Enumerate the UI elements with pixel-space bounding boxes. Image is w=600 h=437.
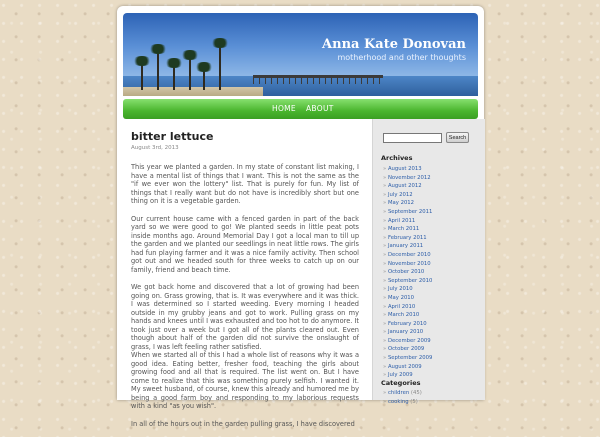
beach-image <box>123 87 263 96</box>
palm-tree-icon <box>219 44 221 90</box>
archive-link[interactable]: » July 2009 <box>383 371 432 380</box>
archive-link[interactable]: » November 2012 <box>383 174 432 183</box>
site-tagline: motherhood and other thoughts <box>337 53 466 62</box>
category-name[interactable]: cooking <box>387 398 409 405</box>
palm-tree-icon <box>189 56 191 90</box>
palm-tree-icon <box>173 64 175 90</box>
archive-link[interactable]: » April 2011 <box>383 217 432 226</box>
post-paragraph: In all of the hours out in the garden pulling grass, I have discovered <box>131 419 355 428</box>
main-nav <box>123 99 478 119</box>
archive-link[interactable]: » December 2009 <box>383 337 432 346</box>
category-link[interactable] <box>383 389 422 398</box>
search-button[interactable]: Search <box>446 132 469 143</box>
post-title[interactable]: bitter lettuce <box>131 130 214 143</box>
archive-link[interactable]: » October 2010 <box>383 268 432 277</box>
blog-post <box>131 130 359 437</box>
archive-link[interactable]: » September 2010 <box>383 277 432 286</box>
archives-heading: Archives <box>381 154 413 162</box>
nav-about-link[interactable]: ABOUT <box>306 104 334 113</box>
archive-link[interactable]: » January 2011 <box>383 242 432 251</box>
archive-link[interactable]: » July 2012 <box>383 191 432 200</box>
category-name[interactable]: children <box>387 390 410 396</box>
post-paragraph: Our current house came with a fenced garden in part of the back yard so we were good to go! We planted seeds in little peat pots inside months ago. Around Memorial Day I got a local man to till up the garden and we planted our seedlings in neat little rows. The girls had fun playing farmer and it was a nice family activity. Then school got out and we headed south for three weeks to catch up on our family, friend and beach time. <box>131 214 359 274</box>
archive-link[interactable]: » May 2010 <box>383 294 432 303</box>
archive-link[interactable]: » November 2010 <box>383 260 432 269</box>
palm-tree-icon <box>157 50 159 90</box>
archive-link[interactable]: » December 2010 <box>383 251 432 260</box>
archive-link[interactable]: » September 2009 <box>383 354 432 363</box>
category-count: (45) <box>410 390 422 396</box>
archive-link[interactable]: » April 2010 <box>383 303 432 312</box>
palm-tree-icon <box>141 62 143 90</box>
archive-link[interactable]: » March 2010 <box>383 311 432 320</box>
categories-heading: Categories <box>381 379 421 387</box>
category-count: (5) <box>410 398 418 405</box>
category-link[interactable] <box>383 398 422 407</box>
post-date: August 3rd, 2013 <box>131 145 179 151</box>
post-paragraph: We got back home and discovered that a lot of growing had been going on. Grass growing, that is. It was everywhere and it was thick. I was determined so I started weeding. Every morning I headed outside in my grubby jeans and got to work. Pulling grass on my hands and knees until I was exhausted and too hot to do anymore. It took just over a week but I got all of the plants cleared out. Even though about half of the garden did not survive the onslaught of grass, I was left feeling rather satisfied. When we started all of this I had a whole list of reasons why it was a good idea. Eating better, fresher food, teaching the girls about growing food and all that is required. The list went on. But I have come to realize that this was something purely selfish. I wanted it. My sweet husband, of course, knew this already and humored me by being a good farm boy and responding to my laborious requests with a kind "as you wish". <box>131 283 359 410</box>
categories-list <box>383 389 422 406</box>
archive-link[interactable]: » May 2012 <box>383 199 432 208</box>
archive-link[interactable]: » August 2013 <box>383 165 432 174</box>
search-input[interactable] <box>383 133 442 143</box>
header-banner[interactable] <box>123 13 478 96</box>
pier-image <box>253 75 383 78</box>
archive-link[interactable]: » July 2010 <box>383 285 432 294</box>
archive-link[interactable]: » February 2010 <box>383 320 432 329</box>
archive-link[interactable]: » September 2011 <box>383 208 432 217</box>
archives-list <box>383 165 432 380</box>
blog-page <box>117 6 484 428</box>
palm-tree-icon <box>203 68 205 90</box>
archive-link[interactable]: » October 2009 <box>383 345 432 354</box>
archive-link[interactable]: » March 2011 <box>383 225 432 234</box>
archive-link[interactable]: » January 2010 <box>383 328 432 337</box>
post-body <box>131 163 359 428</box>
post-paragraph: This year we planted a garden. In my state of constant list making, I have a mental list of things that I want. This is not the same as the "if we ever won the lottery" list. That is purely for fun. My list of things that I really want but do not have is incredibly short but one thing on it is a vegetable garden. <box>131 163 359 205</box>
archive-link[interactable]: » August 2009 <box>383 363 432 372</box>
nav-home-link[interactable]: HOME <box>272 104 296 113</box>
archive-link[interactable]: » August 2012 <box>383 182 432 191</box>
site-title[interactable]: Anna Kate Donovan <box>322 37 466 52</box>
sidebar <box>372 119 485 405</box>
archive-link[interactable]: » February 2011 <box>383 234 432 243</box>
